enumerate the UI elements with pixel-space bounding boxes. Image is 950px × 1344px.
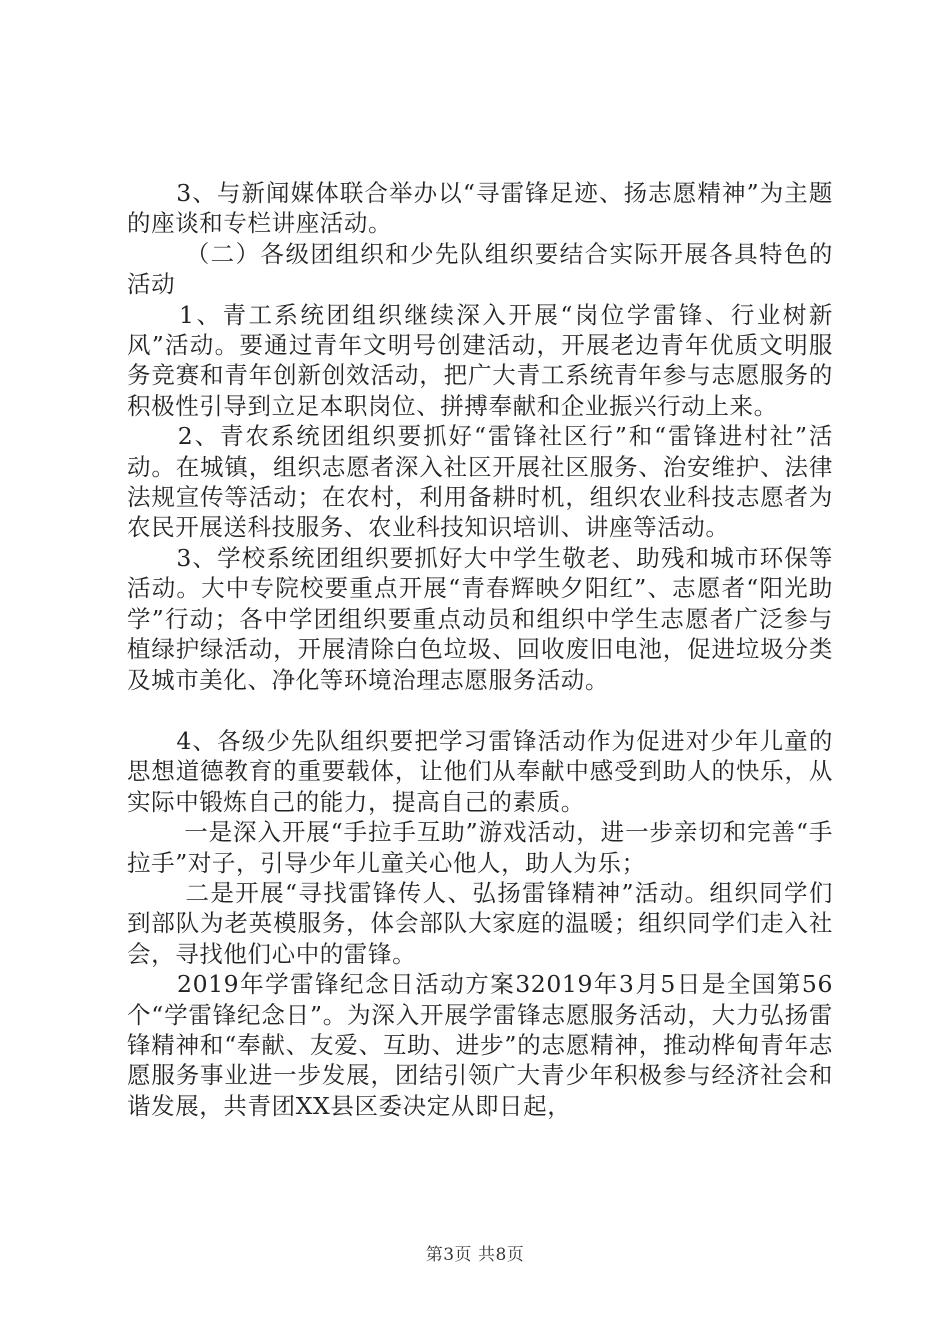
paragraph-youth-farmers: 2、青农系统团组织要抓好“雷锋社区行”和“雷锋进村社”活动。在城镇，组织志愿者深入社区开展社区服务、治安维护、法律法规宣传等活动；在农村，利用备耕时机，组织农业科技志愿者为农民开展送科技服务、农业科技知识培训、讲座等活动。 [127, 422, 833, 542]
paragraph-young-pioneers: 4、各级少先队组织要把学习雷锋活动作为促进对少年儿童的思想道德教育的重要载体，让他们从奉献中感受到助人的快乐，从实际中锻炼自己的能力，提高自己的素质。 [127, 726, 833, 816]
paragraph-media-cooperation: 3、与新闻媒体联合举办以“寻雷锋足迹、扬志愿精神”为主题的座谈和专栏讲座活动。 [127, 179, 833, 238]
document-body [127, 178, 833, 1121]
page-number-footer: 第3页 共8页 [425, 1245, 525, 1265]
paragraph-section-two-heading: （二）各级团组织和少先队组织要结合实际开展各具特色的活动 [127, 239, 833, 299]
paragraph-spacer [127, 695, 833, 726]
paragraph-schools: 3、学校系统团组织要抓好大中学生敬老、助残和城市环保等活动。大中专院校要重点开展“青春辉映夕阳红”、志愿者“阳光助学”行动；各中学团组织要重点动员和组织中学生志愿者广泛参与植绿护绿活动，开展清除白色垃圾、回收废旧电池，促进垃圾分类及城市美化、净化等环境治理志愿服务活动。 [127, 543, 833, 694]
paragraph-hand-in-hand: 一是深入开展“手拉手互助”游戏活动，进一步亲切和完善“手拉手”对子，引导少年儿童关心他人，助人为乐； [127, 818, 833, 877]
paragraph-youth-workers: 1、青工系统团组织继续深入开展“岗位学雷锋、行业树新风”活动。要通过青年文明号创建活动，开展老边青年优质文明服务竞赛和青年创新创效活动，把广大青工系统青年参与志愿服务的积极性引导到立足本职岗位、拼搏奉献和企业振兴行动上来。 [127, 300, 833, 420]
paragraph-find-leifeng: 二是开展“寻找雷锋传人、弘扬雷锋精神”活动。组织同学们到部队为老英模服务，体会部队大家庭的温暖；组织同学们走入社会，寻找他们心中的雷锋。 [127, 878, 833, 968]
paragraph-2019-plan: 2019年学雷锋纪念日活动方案32019年3月5日是全国第56个“学雷锋纪念日”。为深入开展学雷锋志愿服务活动，大力弘扬雷锋精神和“奉献、友爱、互助、进步”的志愿精神，推动桦甸青年志愿服务事业进一步发展，团结引领广大青少年积极参与经济社会和谐发展，共青团XX县区委决定从即日起， [127, 970, 833, 1120]
